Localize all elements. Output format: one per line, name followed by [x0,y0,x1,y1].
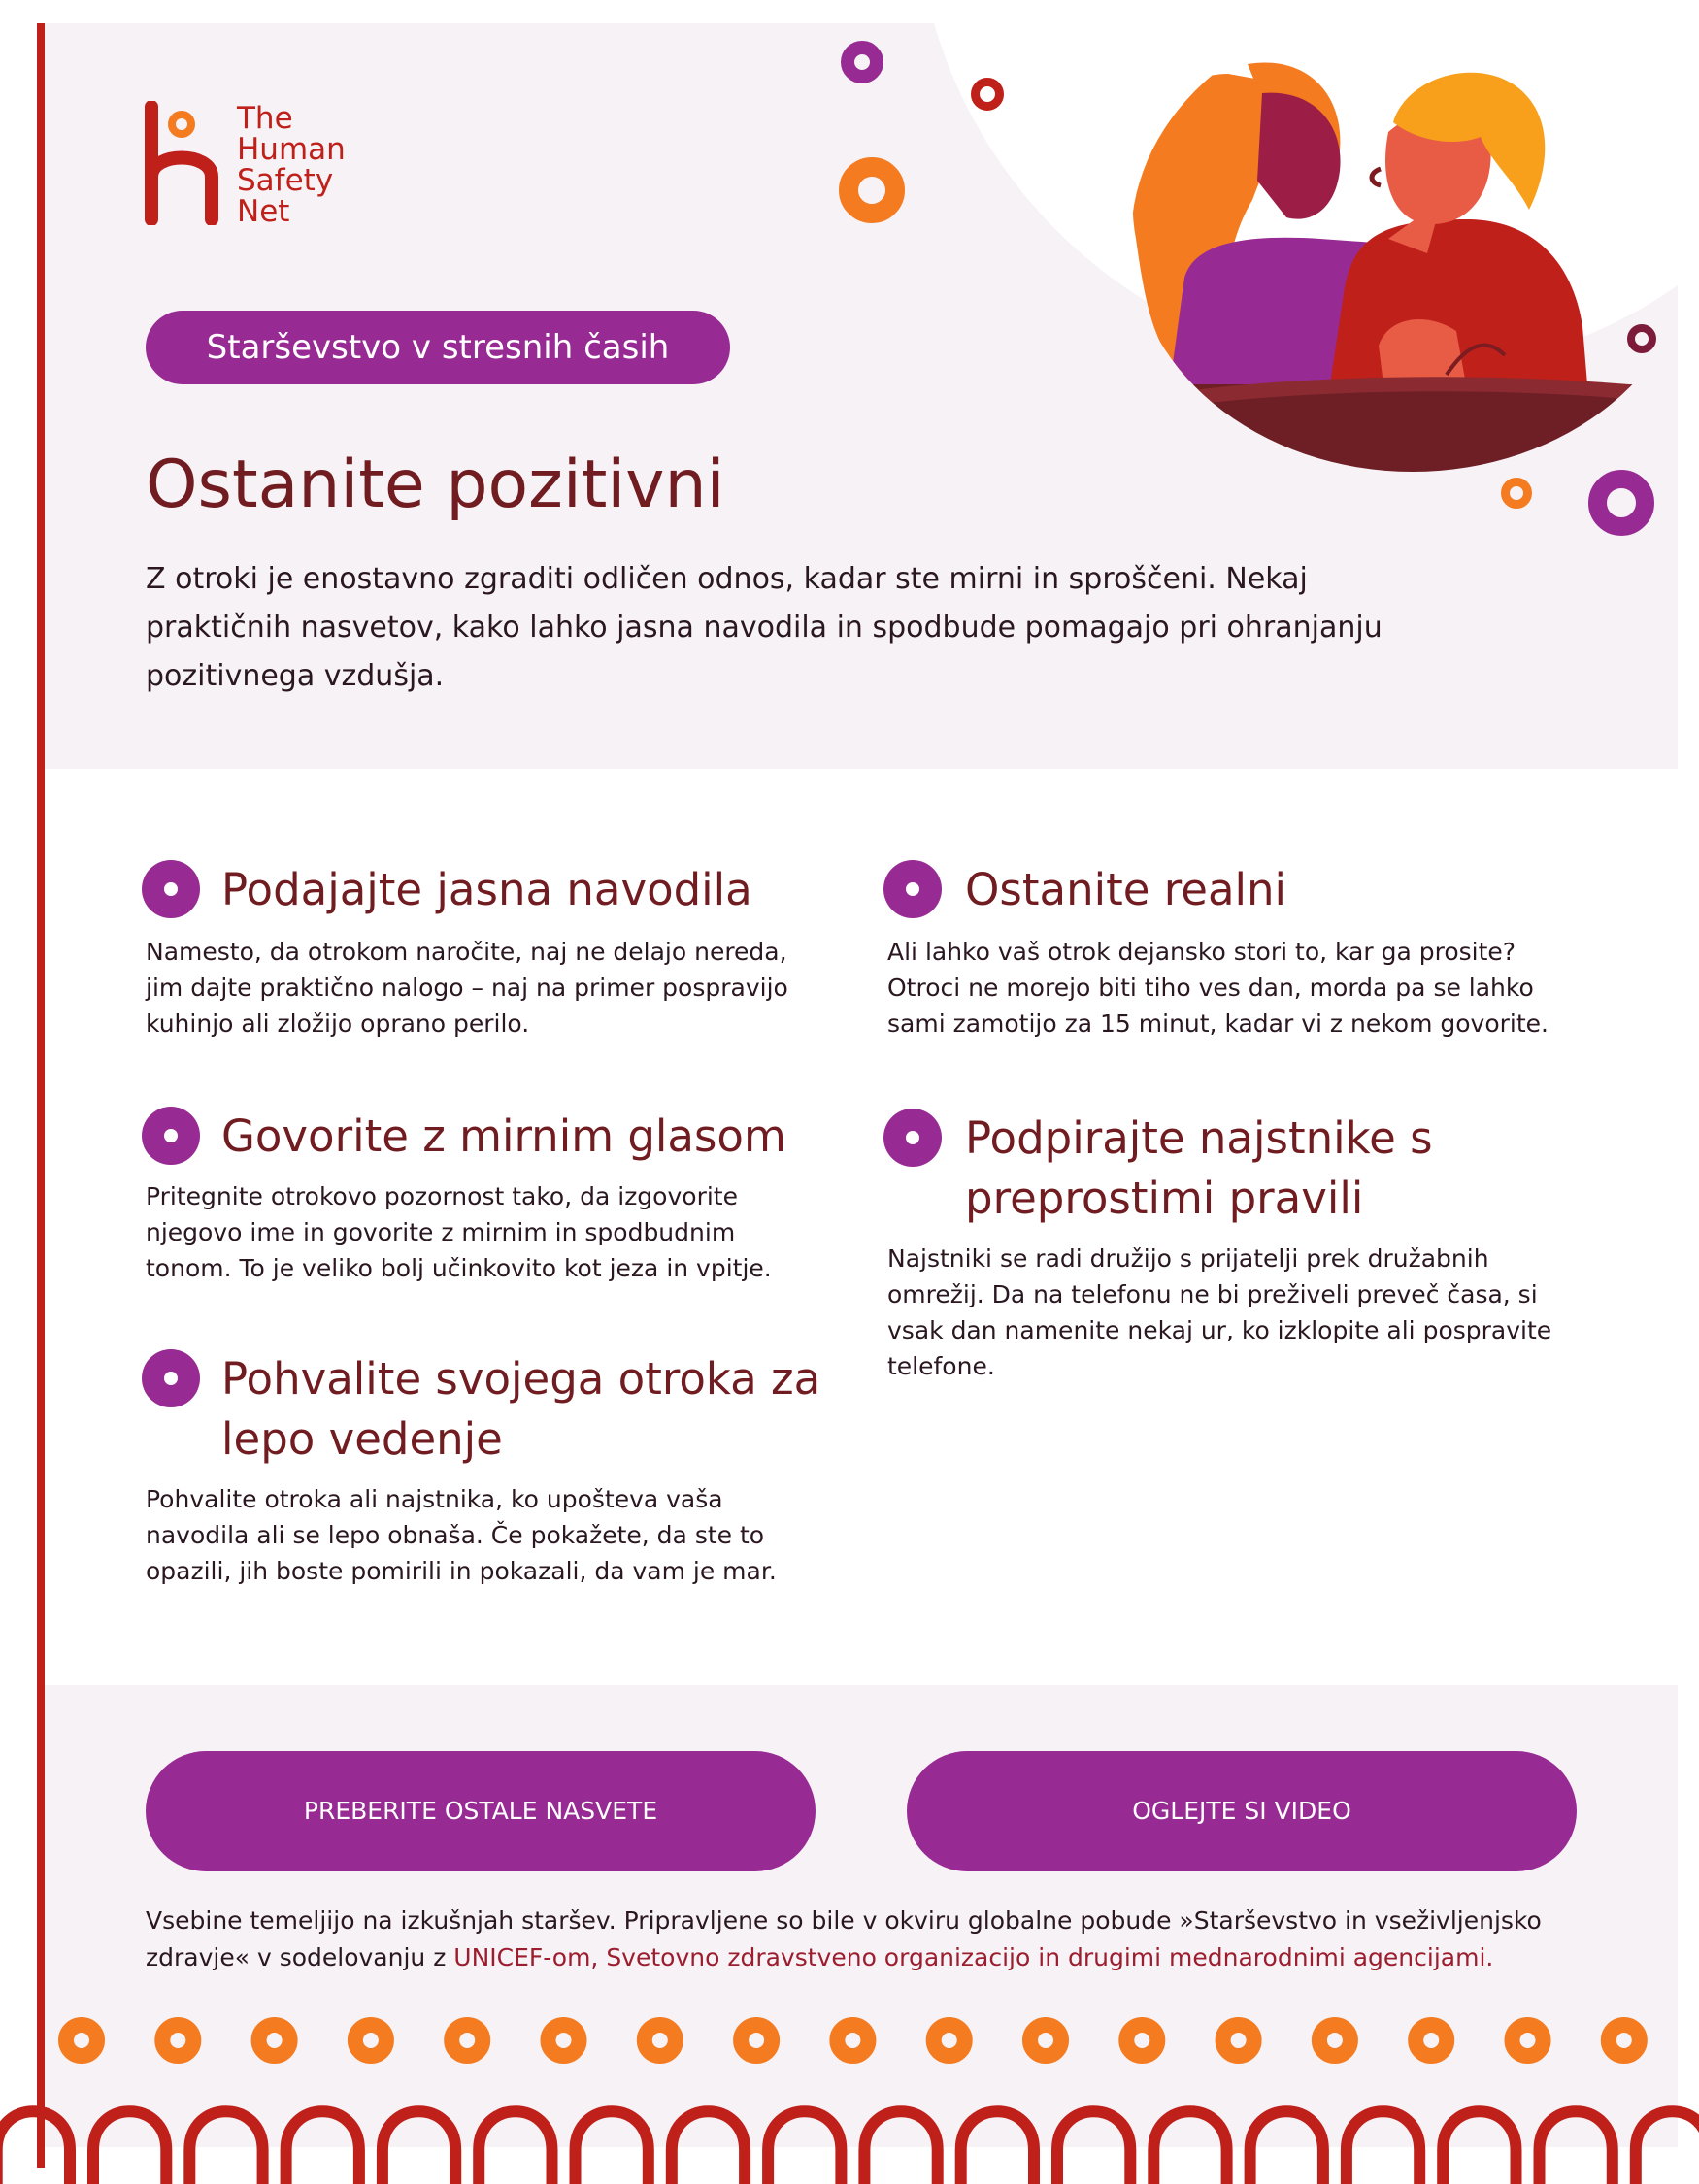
brand-line: Human [237,132,346,167]
bullet-icon [883,860,942,918]
arch-deco [1250,2111,1323,2184]
footer-note [146,1903,1631,1976]
arch-deco [1153,2111,1226,2184]
section-body: Pohvalite otroka ali najstnika, ko upošteva vaša navodila ali se lepo obnaša. Če pokažete, da ste to opazili, jih boste pomirili in pokazali, da vam je mar. [146,1485,777,1585]
ring-deco-icon [66,2025,97,2056]
brand-line: Net [237,194,290,229]
bullet-icon [142,860,200,918]
arch-deco [1057,2111,1130,2184]
arch-deco [1443,2111,1516,2184]
section-heading: Podajajte jasna navodila [221,864,752,915]
ring-deco-icon [1609,2025,1640,2056]
arch-deco [1347,2111,1419,2184]
section-heading: Govorite z mirnim glasom [221,1110,786,1162]
section-body: Ali lahko vaš otrok dejansko stori to, kar ga prosite? Otroci ne morejo biti tiho ves dan, morda pa se lahko sami zamotijo za 15 minut, kadar vi z nekom govorite. [887,938,1549,1038]
decorative-border [0,1990,1699,2184]
ring-deco-icon [645,2025,676,2056]
bullet-icon [142,1107,200,1165]
section-heading: Pohvalite svojega otroka za lepo vedenje [221,1353,821,1465]
brand-line: Safety [237,163,334,198]
arch-deco [961,2111,1034,2184]
partners-link[interactable]: UNICEF-om, Svetovno zdravstveno organizacijo in drugimi mednarodnimi agencijami. [453,1943,1494,1971]
read-more-tips-button[interactable]: PREBERITE OSTALE NASVETE [146,1751,816,1871]
bullet-icon [883,1109,942,1167]
section-heading: Ostanite realni [965,864,1287,915]
ring-deco-icon [971,78,1004,111]
ring-deco-icon [839,157,905,223]
ring-deco-icon [1126,2025,1157,2056]
arch-deco [864,2111,937,2184]
ring-deco-icon [1030,2025,1061,2056]
ring-deco-icon [741,2025,772,2056]
footer-text: Vsebine temeljijo na izkušnjah staršev. Pripravljene so bile v okviru globalne pobude »Starševstvo in vseživljenjsko zdravje« v sodelovanju z [146,1906,1542,1971]
left-accent-bar [37,23,45,2168]
watch-video-button[interactable]: OGLEJTE SI VIDEO [907,1751,1577,1871]
brand-name [237,103,346,227]
arch-deco [768,2111,841,2184]
arch-deco [1636,2111,1699,2184]
arch-deco [576,2111,649,2184]
arch-deco [1540,2111,1613,2184]
section-body: Najstniki se radi družijo s prijatelji prek družabnih omrežij. Da na telefonu ne bi preživeli preveč časa, si vsak dan namenite nekaj ur, ko izklopite ali pospravite telefone. [887,1244,1552,1380]
parent-and-child-illustration-icon [1097,54,1670,472]
human-safety-net-logo-icon [144,101,225,225]
ring-deco-icon [1588,470,1654,536]
section-body: Namesto, da otrokom naročite, naj ne delajo nereda, jim dajte praktično nalogo – naj na primer pospravijo kuhinjo ali zložijo oprano perilo. [146,938,788,1038]
arch-deco [479,2111,551,2184]
arch-deco [286,2111,359,2184]
ring-deco-icon [259,2025,290,2056]
arch-deco [672,2111,745,2184]
ring-deco-icon [162,2025,193,2056]
bullet-icon [142,1349,200,1407]
page-title: Ostanite pozitivni [146,447,725,523]
section-body: Pritegnite otrokovo pozornost tako, da izgovorite njegovo ime in govorite z mirnim in spodbudnim tonom. To je veliko bolj učinkovito kot jeza in vpitje. [146,1182,772,1282]
ring-deco-icon [1501,478,1532,509]
arch-deco [93,2111,166,2184]
topic-tag[interactable]: Starševstvo v stresnih časih [146,311,730,384]
ring-deco-icon [1513,2025,1544,2056]
ring-deco-icon [355,2025,386,2056]
ring-deco-icon [1319,2025,1350,2056]
arch-deco [383,2111,455,2184]
ring-deco-icon [1223,2025,1254,2056]
ring-deco-icon [841,41,883,83]
brand-line: The [237,101,293,136]
ring-deco-icon [549,2025,580,2056]
intro-paragraph: Z otroki je enostavno zgraditi odličen odnos, kadar ste mirni in sproščeni. Nekaj praktičnih nasvetov, kako lahko jasna navodila in spodbude pomagajo pri ohranjanju pozitivnega vzdušja. [146,562,1383,693]
ring-deco-icon [1416,2025,1447,2056]
section-heading: Podpirajte najstnike s preprostimi pravili [965,1112,1433,1224]
arch-deco [189,2111,262,2184]
arch-deco [0,2111,70,2184]
ring-deco-icon [451,2025,483,2056]
ring-deco-icon [837,2025,868,2056]
ring-deco-icon [934,2025,965,2056]
